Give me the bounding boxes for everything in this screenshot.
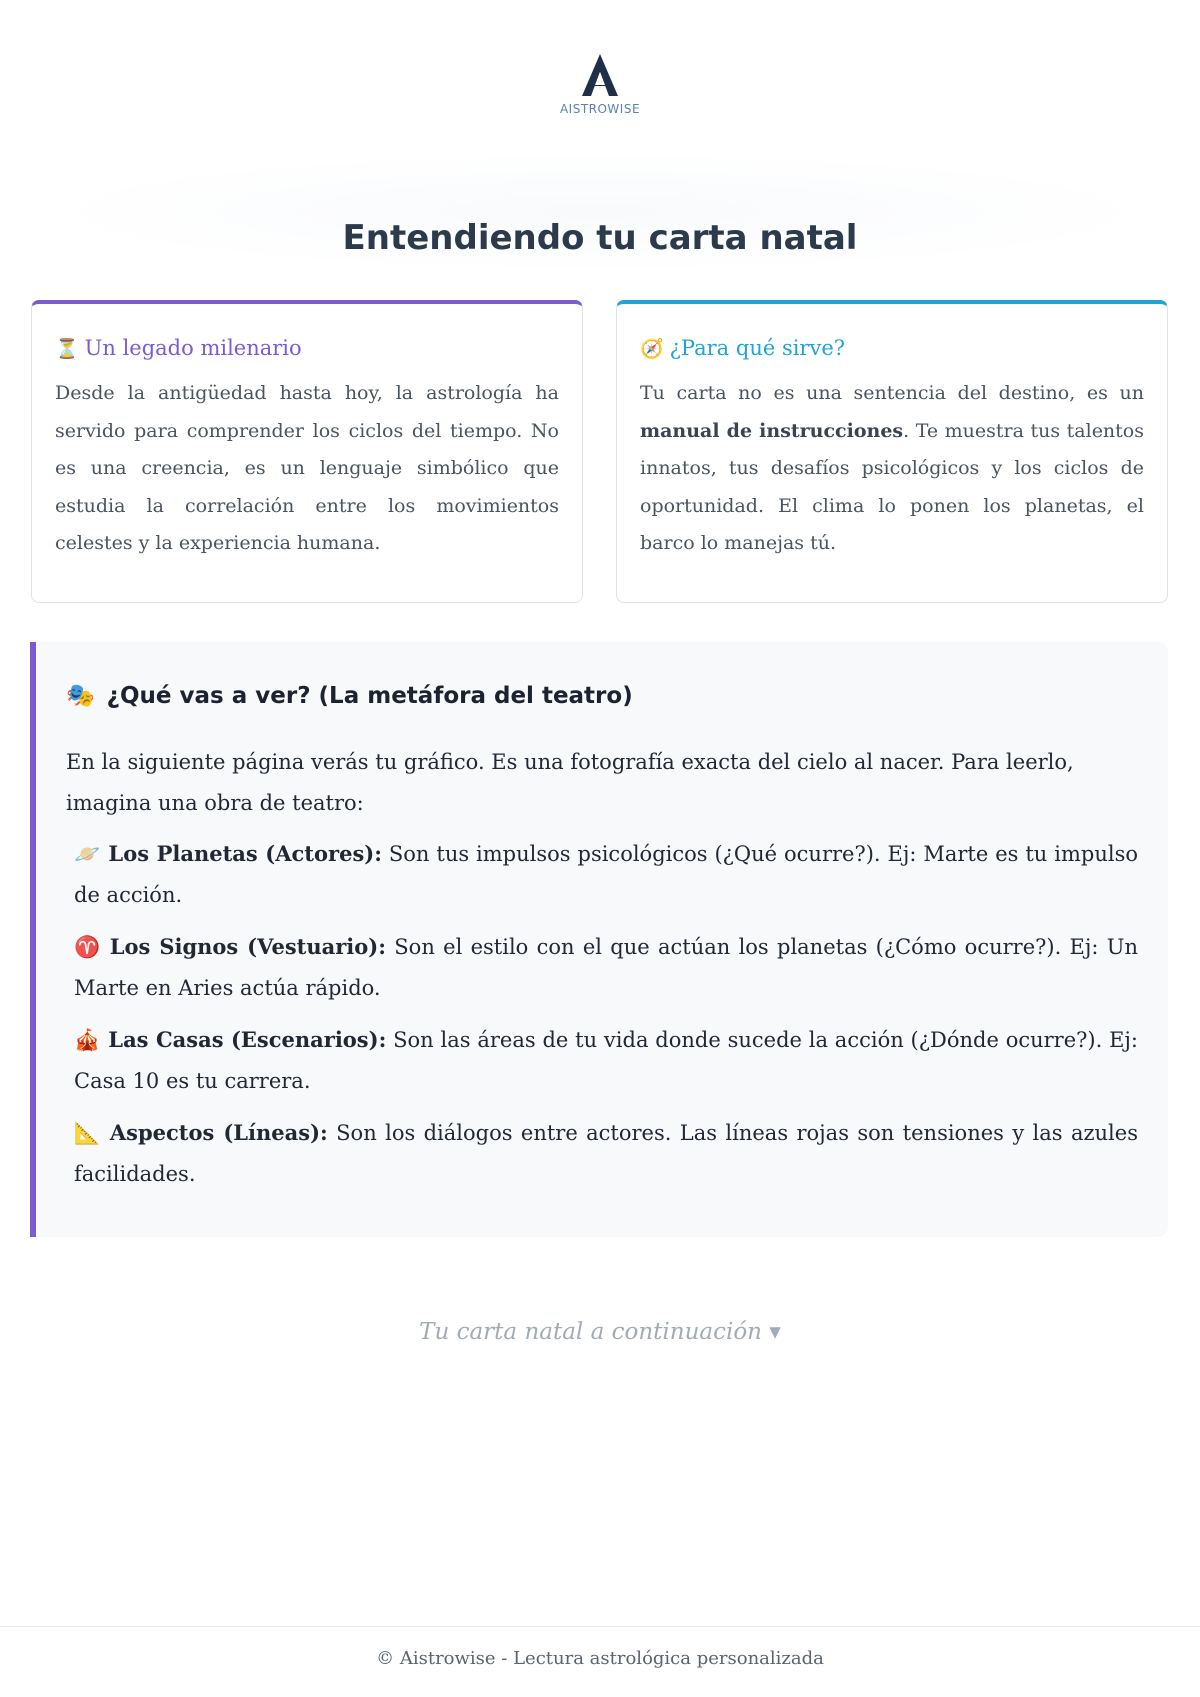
hourglass-icon: ⏳ — [55, 338, 79, 360]
list-item-houses — [74, 1020, 1138, 1101]
legacy-card — [31, 300, 583, 603]
section-title — [66, 676, 1138, 716]
card-title — [640, 334, 1144, 363]
page-title: Entendiendo tu carta natal — [342, 218, 858, 258]
purpose-card — [616, 300, 1168, 603]
theater-metaphor-section — [30, 642, 1168, 1237]
card-text-start: Tu carta no es una sentencia del destino, es un — [640, 382, 1144, 404]
item-label: Las Casas (Escenarios): — [108, 1027, 387, 1052]
item-text: Son el estilo con el que actúan los planetas (¿Cómo ocurre?). Ej: Un Marte en Aries actúa rápido. — [74, 935, 1138, 1000]
item-label: Los Planetas (Actores): — [108, 841, 382, 866]
card-text-end: . Te muestra tus talentos innatos, tus desafíos psicológicos y los ciclos de oportunidad. El clima lo ponen los planetas, el barco lo manejas tú. — [640, 419, 1144, 554]
item-label: Los Signos (Vestuario): — [109, 934, 386, 959]
footer-text: © Aistrowise - Lectura astrológica personalizada — [376, 1648, 824, 1669]
list-item-planets — [74, 834, 1138, 915]
section-title-text: ¿Qué vas a ver? (La metáfora del teatro) — [106, 683, 633, 709]
list-item-signs — [74, 927, 1138, 1008]
item-label: Aspectos (Líneas): — [109, 1120, 328, 1145]
card-text-bold: manual de instrucciones — [640, 419, 904, 442]
footer — [0, 1626, 1200, 1697]
logo — [0, 52, 1200, 116]
item-text: Son tus impulsos psicológicos (¿Qué ocurre?). Ej: Marte es tu impulso de acción. — [74, 842, 1139, 907]
card-text: Desde la antigüedad hasta hoy, la astrología ha servido para comprender los ciclos del tiempo. No es una creencia, es un lenguaje simbólico que estudia la correlación entre los movimientos celestes y la experiencia humana. — [55, 382, 559, 554]
circus-tent-icon: 🎪 — [74, 1028, 101, 1052]
item-text: Son los diálogos entre actores. Las líneas rojas son tensiones y las azules facilidades. — [74, 1121, 1138, 1186]
triangular-ruler-icon: 📐 — [74, 1121, 102, 1145]
card-title — [55, 334, 559, 363]
card-text — [640, 375, 1144, 563]
list-item-aspects — [74, 1113, 1138, 1194]
card-title-text: Un legado milenario — [84, 336, 302, 360]
logo-text: AISTROWISE — [559, 102, 641, 116]
compass-icon: 🧭 — [640, 338, 664, 360]
aries-icon: ♈ — [74, 935, 102, 959]
planet-icon: 🪐 — [74, 842, 101, 866]
theater-masks-icon: 🎭 — [66, 683, 95, 709]
item-text: Son las áreas de tu vida donde sucede la acción (¿Dónde ocurre?). Ej: Casa 10 es tu carrera. — [74, 1028, 1138, 1093]
card-title-text: ¿Para qué sirve? — [669, 336, 846, 360]
section-intro: En la siguiente página verás tu gráfico. Es una fotografía exacta del cielo al nacer. Para leerlo, imagina una obra de teatro: — [66, 750, 1074, 815]
letter-a-logo-icon — [578, 52, 622, 98]
continue-hint: Tu carta natal a continuación ▾ — [419, 1319, 781, 1345]
